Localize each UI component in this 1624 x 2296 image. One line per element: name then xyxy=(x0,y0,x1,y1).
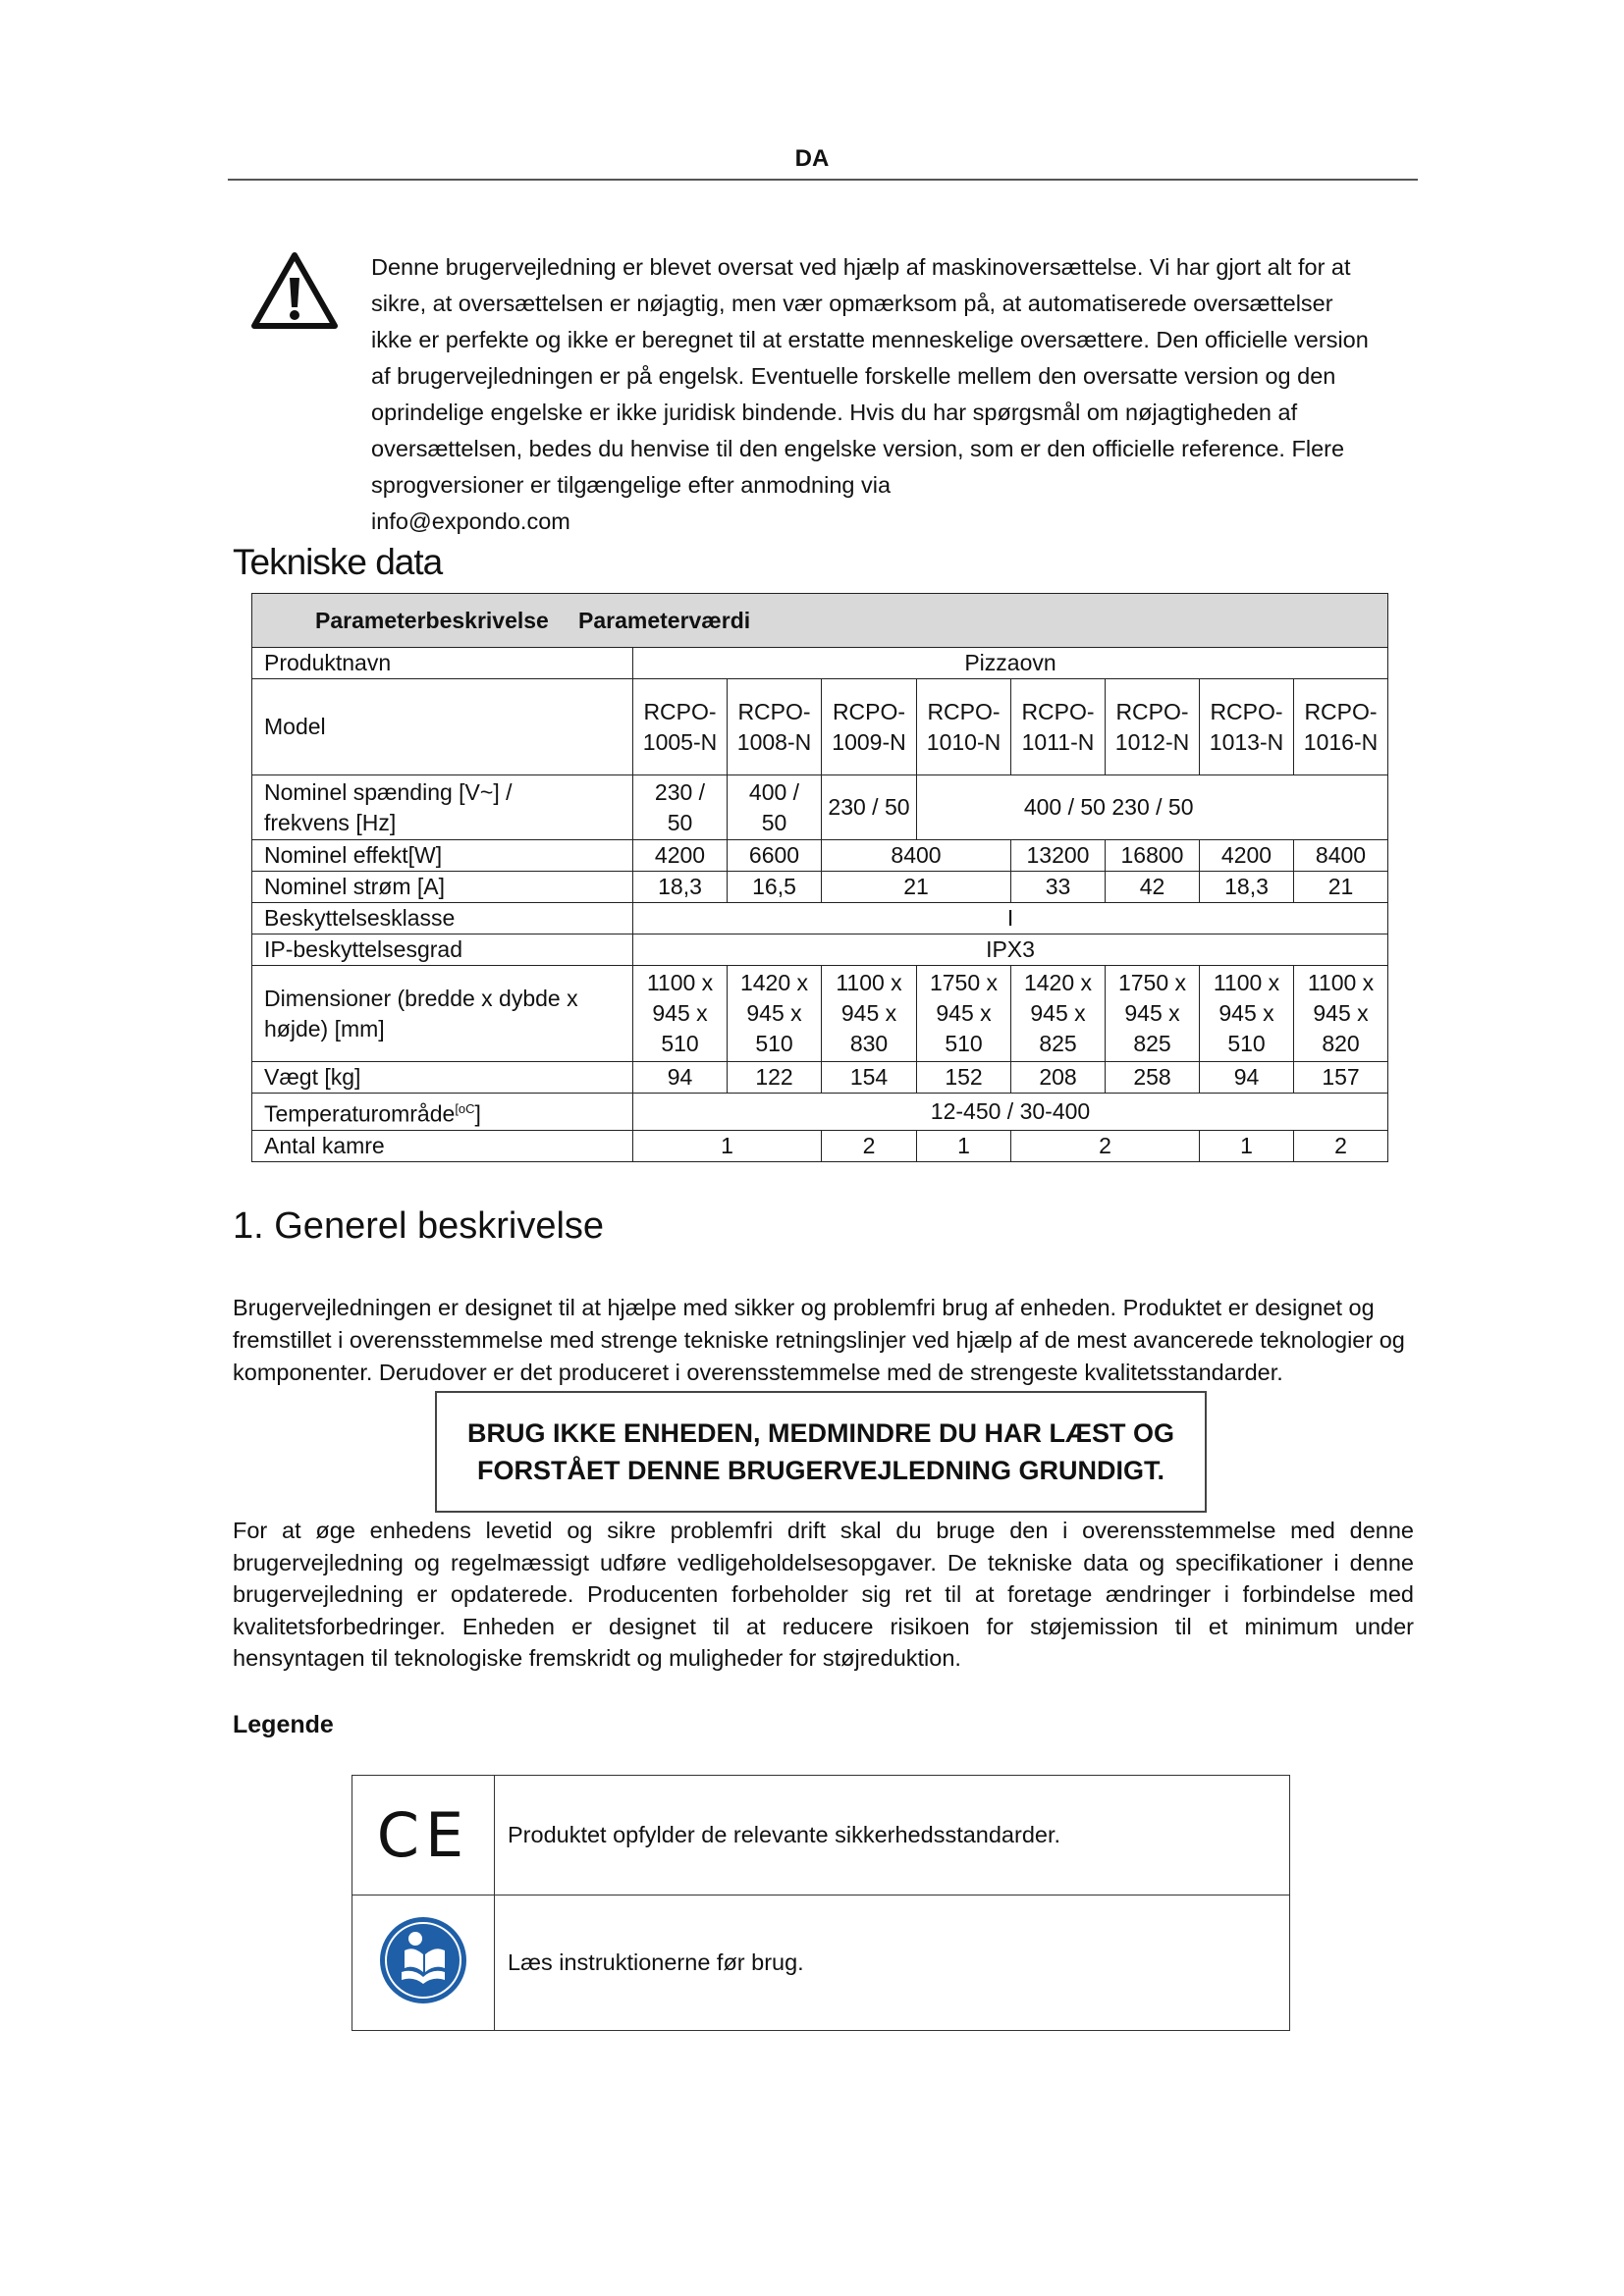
ce-mark-icon: CE xyxy=(376,1799,470,1871)
weight-cell: 94 xyxy=(633,1062,728,1094)
power-cell: 13200 xyxy=(1011,840,1106,872)
disclaimer-line: oprindelige engelske er ikke juridisk bindende. Hvis du har spørgsmål om nøjagtigheden af xyxy=(371,400,1298,425)
row-label: IP-beskyttelsesgrad xyxy=(252,934,633,966)
current-cell: 21 xyxy=(1294,872,1388,903)
current-cell: 33 xyxy=(1011,872,1106,903)
row-label: Produktnavn xyxy=(252,648,633,679)
model-cell: RCPO-1012-N xyxy=(1106,679,1200,775)
row-label xyxy=(252,1094,633,1131)
disclaimer-line: sprogversioner er tilgængelige efter anmodning via xyxy=(371,472,892,498)
dimension-cell: 1100 x 945 x 820 xyxy=(1294,966,1388,1062)
table-row xyxy=(252,934,1388,966)
dimension-cell: 1420 x 945 x 510 xyxy=(728,966,822,1062)
weight-cell: 258 xyxy=(1106,1062,1200,1094)
language-code: DA xyxy=(794,145,830,172)
dimension-cell: 1750 x 945 x 825 xyxy=(1106,966,1200,1062)
voltage-cell: 400 / 50 xyxy=(728,775,822,840)
voltage-cell: 230 / 50 xyxy=(822,775,917,840)
voltage-label-line: Nominel spænding [V~] / xyxy=(264,778,513,805)
dimension-cell: 1100 x 945 x 830 xyxy=(822,966,917,1062)
notice-line: FORSTÅET DENNE BRUGERVEJLEDNING GRUNDIGT. xyxy=(476,1456,1165,1485)
voltage-label-line: frekvens [Hz] xyxy=(264,809,397,835)
notice-line: BRUG IKKE ENHEDEN, MEDMINDRE DU HAR LÆST OG xyxy=(466,1418,1175,1448)
disclaimer-line: oversættelsen, bedes du henvise til den engelske version, som er den officielle reference. Flere xyxy=(371,436,1345,461)
row-label: Nominel strøm [A] xyxy=(252,872,633,903)
legend-icon-cell xyxy=(352,1776,495,1896)
temp-label: Temperaturområde xyxy=(264,1100,456,1127)
general-description-heading: 1. Generel beskrivelse xyxy=(233,1205,605,1247)
disclaimer-text xyxy=(371,249,1398,540)
row-label: Vægt [kg] xyxy=(252,1062,633,1094)
temperature-range-value: 12-450 / 30-400 xyxy=(633,1094,1388,1131)
current-cell: 18,3 xyxy=(1200,872,1294,903)
model-cell: RCPO-1016-N xyxy=(1294,679,1388,775)
table-row xyxy=(252,872,1388,903)
weight-cell: 122 xyxy=(728,1062,822,1094)
current-cell: 16,5 xyxy=(728,872,822,903)
chambers-cell: 2 xyxy=(1294,1130,1388,1161)
power-cell: 4200 xyxy=(1200,840,1294,872)
model-cell: RCPO-1008-N xyxy=(728,679,822,775)
weight-cell: 94 xyxy=(1200,1062,1294,1094)
temp-unit-close: ] xyxy=(474,1100,481,1127)
ip-rating-value: IPX3 xyxy=(633,934,1388,966)
legend-row xyxy=(352,1776,1290,1896)
legend-row xyxy=(352,1896,1290,2031)
disclaimer-line: af brugervejledningen er på engelsk. Eventuelle forskelle mellem den oversatte version og den xyxy=(371,363,1336,389)
contact-email: info@expondo.com xyxy=(371,508,570,534)
power-cell: 8400 xyxy=(1294,840,1388,872)
paragraph-line: For at øge enhedens levetid og sikre problemfri drift skal du bruge den i overensstemmelse med denne xyxy=(233,1518,1414,1543)
chambers-cell: 1 xyxy=(1200,1130,1294,1161)
legend-icon-cell xyxy=(352,1896,495,2031)
param-description-header: Parameterbeskrivelse xyxy=(315,608,549,633)
protection-class-value: I xyxy=(633,903,1388,934)
model-cell: RCPO-1011-N xyxy=(1011,679,1106,775)
table-row xyxy=(252,966,1388,1062)
power-cell: 6600 xyxy=(728,840,822,872)
table-row xyxy=(252,1062,1388,1094)
power-cell: 16800 xyxy=(1106,840,1200,872)
row-label: Nominel effekt[W] xyxy=(252,840,633,872)
product-name-value: Pizzaovn xyxy=(633,648,1388,679)
legend-heading: Legende xyxy=(233,1711,334,1738)
legend-text: Produktet opfylder de relevante sikkerhedsstandarder. xyxy=(495,1776,1290,1896)
row-label xyxy=(252,775,633,840)
chambers-cell: 1 xyxy=(633,1130,822,1161)
table-row xyxy=(252,648,1388,679)
table-row xyxy=(252,840,1388,872)
model-cell: RCPO-1005-N xyxy=(633,679,728,775)
weight-cell: 208 xyxy=(1011,1062,1106,1094)
paragraph-line: brugervejledning er opdaterede. Producenten forbeholder sig ret til at foretage ændringer i forbindelse med xyxy=(233,1581,1414,1607)
weight-cell: 157 xyxy=(1294,1062,1388,1094)
tech-data-heading: Tekniske data xyxy=(233,542,443,582)
row-label: Beskyttelsesklasse xyxy=(252,903,633,934)
chambers-cell: 2 xyxy=(822,1130,917,1161)
tech-data-table xyxy=(251,593,1388,1162)
row-label: Antal kamre xyxy=(252,1130,633,1161)
model-cell: RCPO-1013-N xyxy=(1200,679,1294,775)
voltage-cell: 230 / 50 xyxy=(633,775,728,840)
temp-unit: [oC xyxy=(455,1101,475,1116)
voltage-cell: 400 / 50 230 / 50 xyxy=(917,775,1200,840)
power-cell: 4200 xyxy=(633,840,728,872)
table-row xyxy=(252,775,1388,840)
legend-table xyxy=(352,1775,1290,2031)
current-cell: 21 xyxy=(822,872,1011,903)
dimension-cell: 1100 x 945 x 510 xyxy=(1200,966,1294,1062)
dimension-cell: 1750 x 945 x 510 xyxy=(917,966,1011,1062)
general-paragraph-2 xyxy=(233,1515,1414,1675)
weight-cell: 154 xyxy=(822,1062,917,1094)
power-cell: 8400 xyxy=(822,840,1011,872)
chambers-cell: 1 xyxy=(917,1130,1011,1161)
paragraph-line: hensyntagen til teknologiske fremskridt og muligheder for støjreduktion. xyxy=(233,1645,961,1671)
table-header-row xyxy=(252,594,1388,648)
dimension-cell: 1420 x 945 x 825 xyxy=(1011,966,1106,1062)
legend-text: Læs instruktionerne før brug. xyxy=(495,1896,1290,2031)
table-row xyxy=(252,1094,1388,1131)
table-row xyxy=(252,1130,1388,1161)
disclaimer-line: Denne brugervejledning er blevet oversat ved hjælp af maskinoversættelse. Vi har gjort alt for at xyxy=(371,254,1351,280)
disclaimer-line: sikre, at oversættelsen er nøjagtig, men vær opmærksom på, at automatiserede oversættelser xyxy=(371,291,1333,316)
paragraph-line: kvalitetsforbedringer. Enheden er designet til at reducere risikoen for støjemission til et minimum under xyxy=(233,1613,1414,1639)
general-paragraph-1: Brugervejledningen er designet til at hjælpe med sikker og problemfri brug af enheden. Produktet er designet og fremstillet i overensstemmelse med strenge tekniske retningslinjer ved hjælp af de mest avancerede teknologier og komponenter. Derudover er det produceret i overensstemmelse med de strengeste kvalitetsstandarder. xyxy=(233,1295,1405,1385)
paragraph-line: brugervejledning og regelmæssigt udføre vedligeholdelsesopgaver. De tekniske data og specifikationer i denne xyxy=(233,1549,1414,1575)
table-row xyxy=(252,679,1388,775)
row-label: Dimensioner (bredde x dybde x højde) [mm] xyxy=(252,966,633,1062)
current-cell: 42 xyxy=(1106,872,1200,903)
disclaimer-line: ikke er perfekte og ikke er beregnet til at erstatte menneskelige oversættere. Den officielle version xyxy=(371,327,1369,352)
header-rule xyxy=(228,179,1418,181)
read-manual-icon xyxy=(378,1915,468,2005)
chambers-cell: 2 xyxy=(1011,1130,1200,1161)
voltage-empty-cell xyxy=(1200,775,1388,840)
warning-triangle-icon xyxy=(250,250,339,331)
table-row xyxy=(252,903,1388,934)
weight-cell: 152 xyxy=(917,1062,1011,1094)
param-value-header: Parameterværdi xyxy=(578,608,751,633)
warning-notice-box xyxy=(435,1391,1207,1513)
model-cell: RCPO-1009-N xyxy=(822,679,917,775)
row-label: Model xyxy=(252,679,633,775)
current-cell: 18,3 xyxy=(633,872,728,903)
dimension-cell: 1100 x 945 x 510 xyxy=(633,966,728,1062)
model-cell: RCPO-1010-N xyxy=(917,679,1011,775)
